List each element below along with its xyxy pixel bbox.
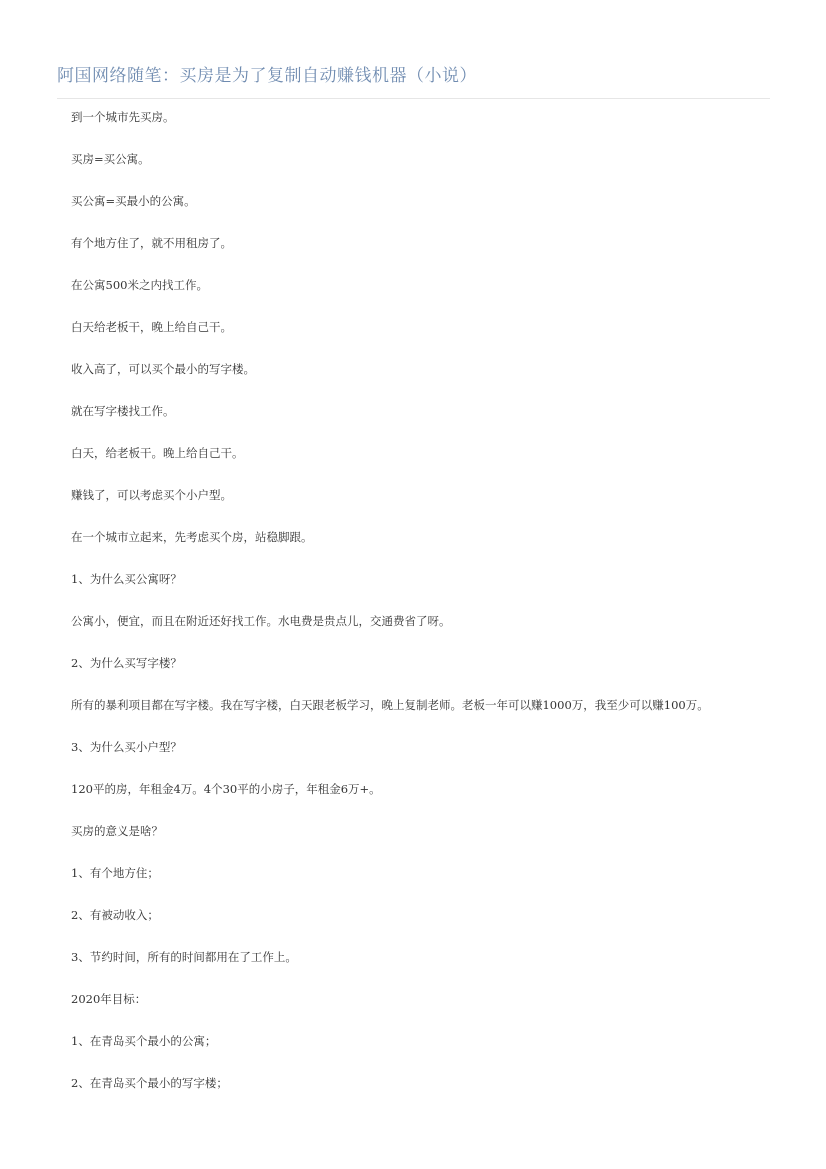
paragraph: 2、在青岛买个最小的写字楼； (71, 1076, 228, 1090)
article-title: 阿国网络随笔：买房是为了复制自动赚钱机器（小说） (57, 66, 477, 86)
paragraph: 3、为什么买小户型？ (71, 740, 182, 754)
paragraph: 2020年目标： (71, 992, 147, 1006)
paragraph: 在一个城市立起来，先考虑买个房，站稳脚跟。 (71, 530, 313, 544)
paragraph: 1、有个地方住； (71, 866, 159, 880)
paragraph: 买房=买公寓。 (71, 152, 150, 166)
paragraph: 到一个城市先买房。 (71, 110, 175, 124)
paragraph: 白天给老板干，晚上给自己干。 (71, 320, 232, 334)
paragraph: 白天，给老板干。晚上给自己干。 (71, 446, 244, 460)
paragraph: 1、为什么买公寓呀？ (71, 572, 182, 586)
paragraph: 收入高了，可以买个最小的写字楼。 (71, 362, 255, 376)
paragraph: 在公寓500米之内找工作。 (71, 278, 208, 292)
paragraph: 公寓小，便宜，而且在附近还好找工作。水电费是贵点儿，交通费省了呀。 (71, 614, 451, 628)
paragraph: 3、节约时间，所有的时间都用在了工作上。 (71, 950, 297, 964)
paragraph: 就在写字楼找工作。 (71, 404, 175, 418)
paragraph: 1、在青岛买个最小的公寓； (71, 1034, 217, 1048)
paragraph: 买房的意义是啥？ (71, 824, 163, 838)
title-divider (57, 98, 770, 99)
paragraph: 2、有被动收入； (71, 908, 159, 922)
paragraph: 买公寓=买最小的公寓。 (71, 194, 196, 208)
paragraph: 2、为什么买写字楼？ (71, 656, 182, 670)
paragraph: 120平的房，年租金4万。4个30平的小房子，年租金6万+。 (71, 782, 381, 796)
paragraph: 所有的暴利项目都在写字楼。我在写字楼，白天跟老板学习，晚上复制老师。老板一年可以赚1000万，我至少可以赚100万。 (71, 698, 709, 712)
paragraph: 赚钱了，可以考虑买个小户型。 (71, 488, 232, 502)
article-body (57, 108, 770, 1116)
paragraph: 有个地方住了，就不用租房了。 (71, 236, 232, 250)
